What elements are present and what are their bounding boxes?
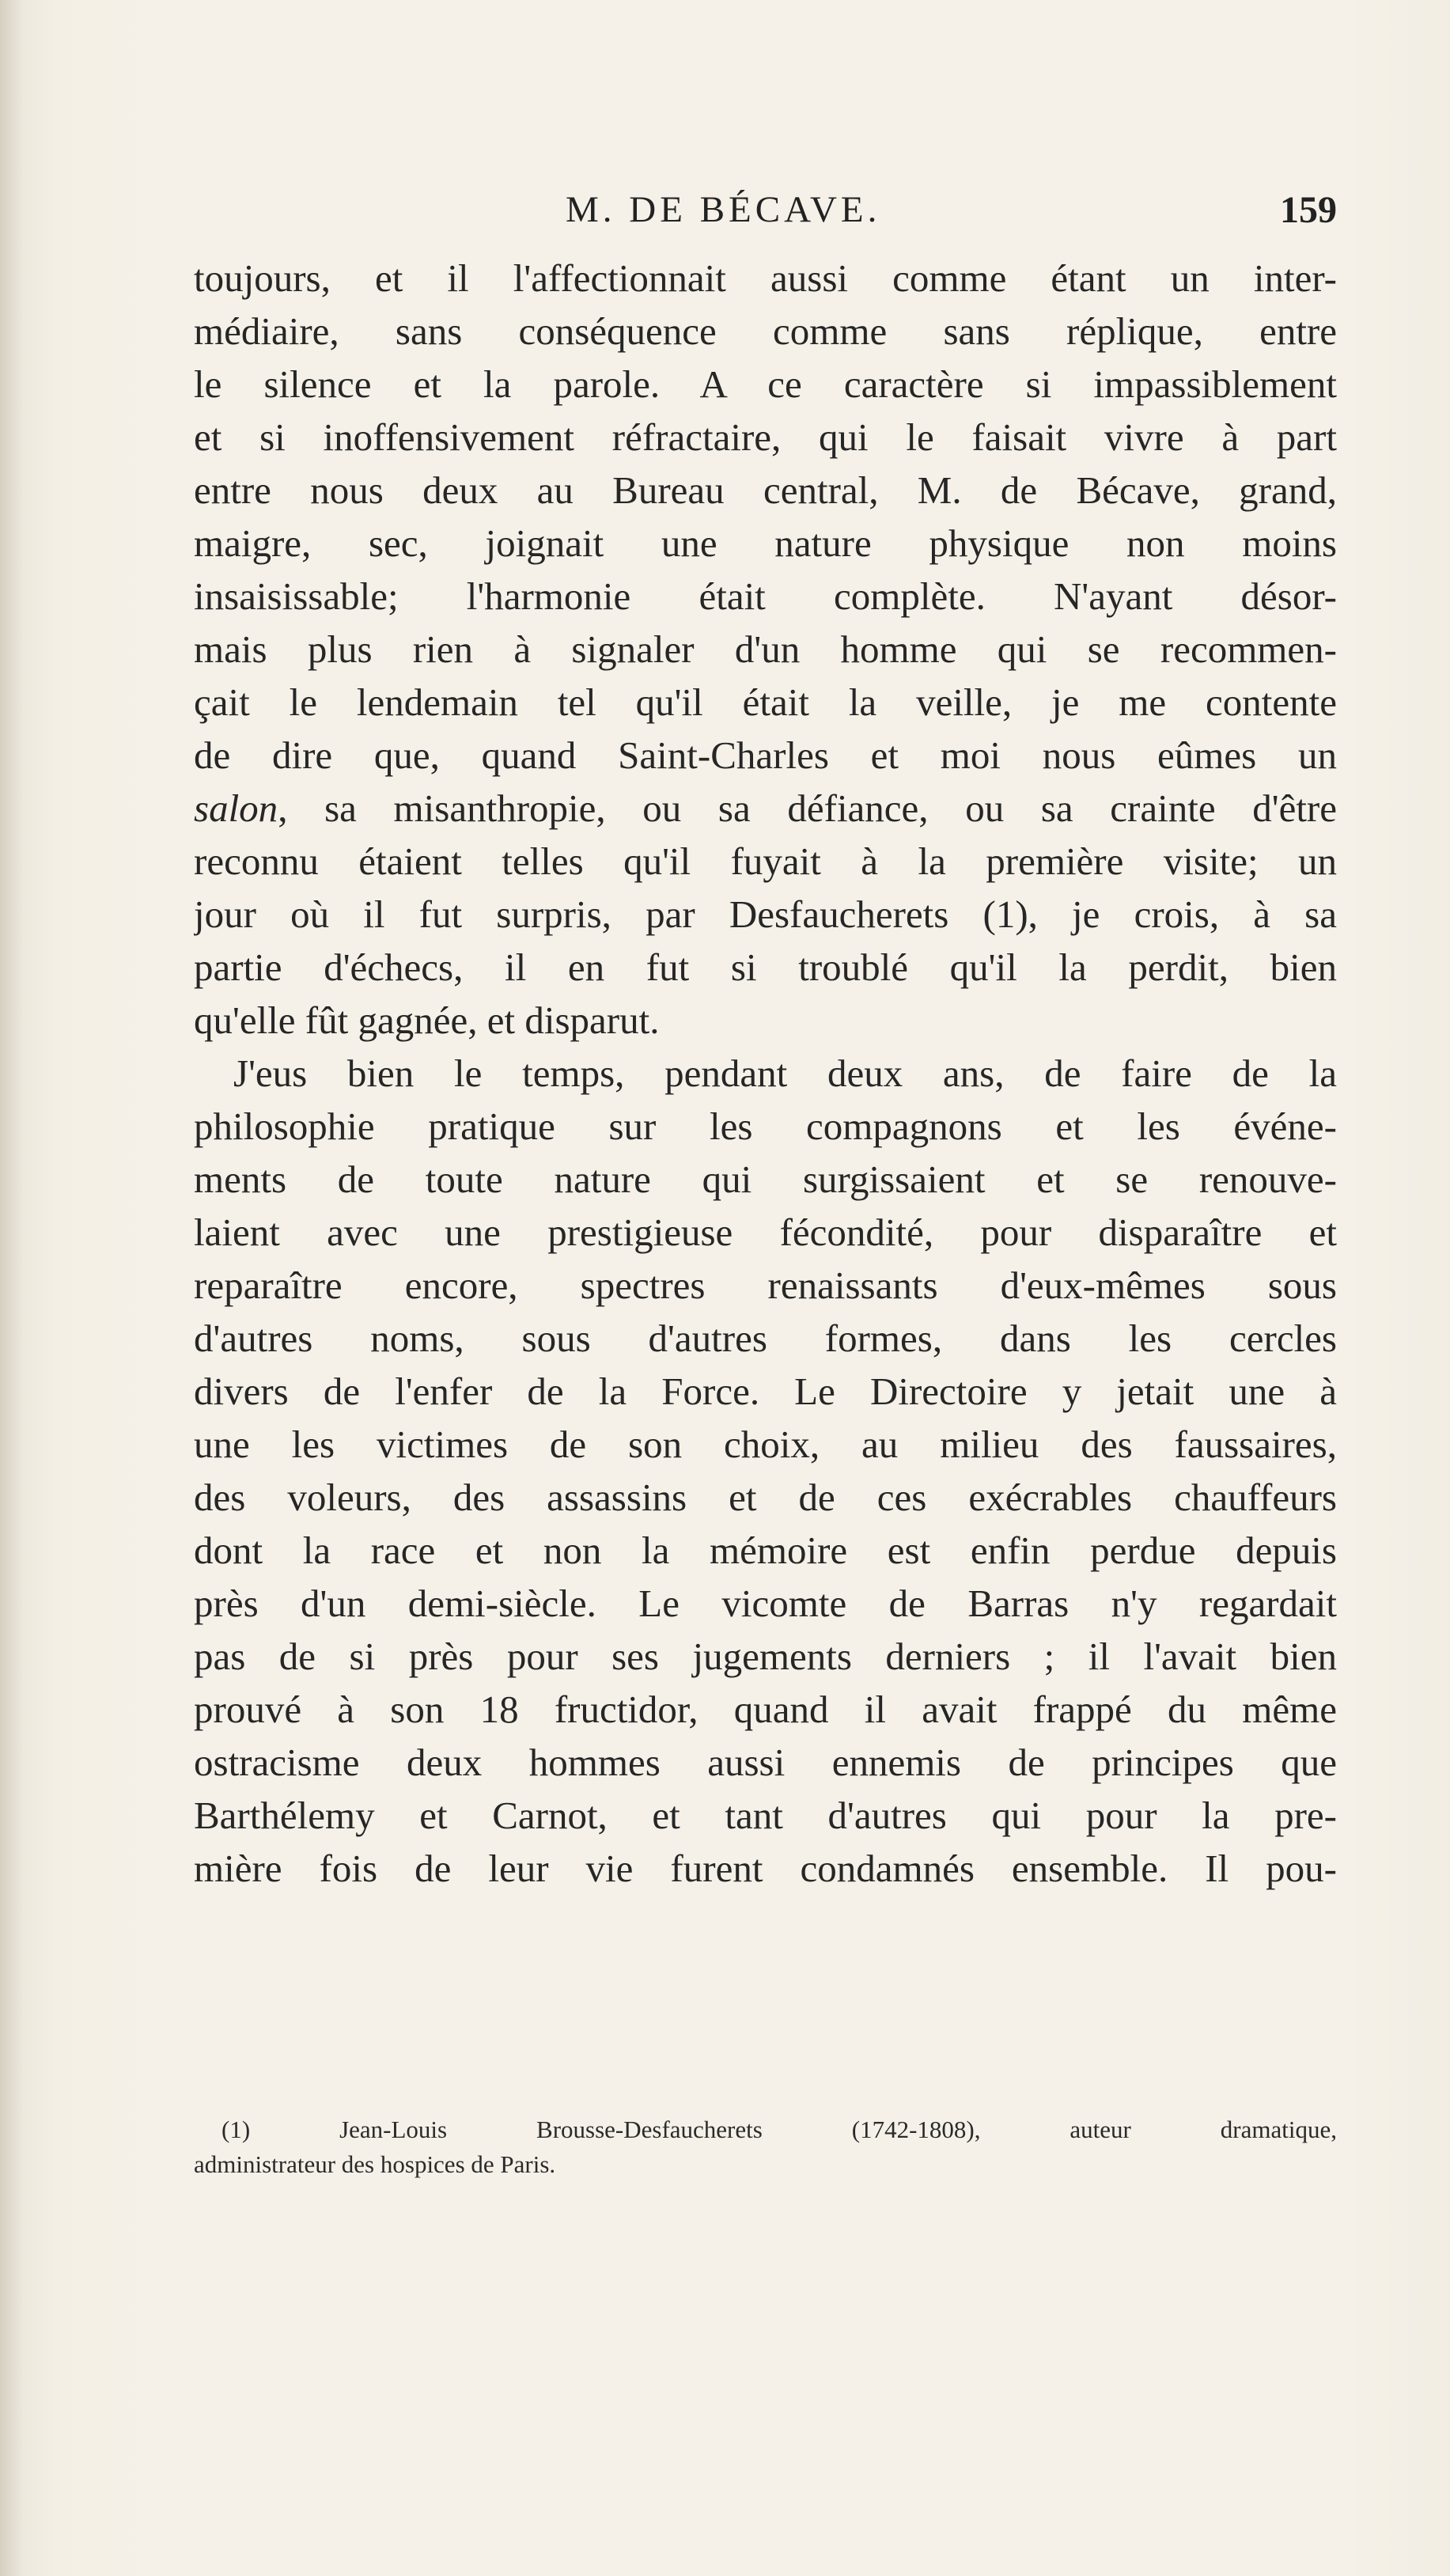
paragraph-start-line: J'eus bien le temps, pendant deux ans, de faire de la — [233, 1051, 1337, 1095]
text-line: mais plus rien à signaler d'un homme qui se recommen- — [194, 627, 1337, 671]
text-line: le silence et la parole. A ce caractère si impassiblement — [194, 362, 1337, 406]
text-line: ments de toute nature qui surgissaient et se renouve- — [194, 1157, 1337, 1201]
text-line: maigre, sec, joignait une nature physique non moins — [194, 521, 1337, 565]
footnote-line: (1) Jean-Louis Brousse-Desfaucherets (1742-1808), auteur dramatique, — [221, 2116, 1337, 2143]
text-line: des voleurs, des assassins et de ces exécrables chauffeurs — [194, 1476, 1337, 1519]
text-line: reparaître encore, spectres renaissants d'eux-mêmes sous — [194, 1263, 1337, 1307]
salon-line-rest: , sa misanthropie, ou sa défiance, ou sa crainte d'être — [278, 786, 1337, 830]
text-line: près d'un demi-siècle. Le vicomte de Barras n'y regardait — [194, 1582, 1337, 1625]
text-line: de dire que, quand Saint-Charles et moi nous eûmes un — [194, 733, 1337, 777]
text-line: prouvé à son 18 fructidor, quand il avait frappé du même — [194, 1688, 1337, 1731]
text-line: entre nous deux au Bureau central, M. de Bécave, grand, — [194, 468, 1337, 512]
text-line: pas de si près pour ses jugements derniers ; il l'avait bien — [194, 1635, 1337, 1678]
running-head: M. DE BÉCAVE. — [566, 189, 881, 230]
text-line: partie d'échecs, il en fut si troublé qu'il la perdit, bien — [194, 945, 1337, 989]
body-text — [194, 252, 1337, 1895]
text-line: laient avec une prestigieuse fécondité, pour disparaître et — [194, 1210, 1337, 1254]
text-line: ostracisme deux hommes aussi ennemis de principes que — [194, 1741, 1337, 1784]
text-line: Barthélemy et Carnot, et tant d'autres qui pour la pre- — [194, 1794, 1337, 1837]
text-line-salon — [194, 782, 1337, 835]
footnote — [194, 2112, 1337, 2182]
text-line: divers de l'enfer de la Force. Le Directoire y jetait une à — [194, 1369, 1337, 1413]
footnote-line: administrateur des hospices de Paris. — [194, 2150, 556, 2178]
text-line: et si inoffensivement réfractaire, qui le faisait vivre à part — [194, 415, 1337, 459]
text-line: insaisissable; l'harmonie était complète. N'ayant désor- — [194, 574, 1337, 618]
text-line: d'autres noms, sous d'autres formes, dans les cercles — [194, 1316, 1337, 1360]
text-line: qu'elle fût gagnée, et disparut. — [194, 998, 660, 1042]
text-line: mière fois de leur vie furent condamnés ensemble. Il pou- — [194, 1847, 1337, 1890]
text-line: reconnu étaient telles qu'il fuyait à la première visite; un — [194, 839, 1337, 883]
text-line: çait le lendemain tel qu'il était la veille, je me contente — [194, 680, 1337, 724]
text-line: philosophie pratique sur les compagnons et les événe- — [194, 1104, 1337, 1148]
text-line: dont la race et non la mémoire est enfin perdue depuis — [194, 1529, 1337, 1572]
text-line: médiaire, sans conséquence comme sans réplique, entre — [194, 309, 1337, 353]
italic-salon: salon — [194, 786, 278, 830]
text-line: toujours, et il l'affectionnait aussi comme étant un inter- — [194, 256, 1337, 300]
page-header — [194, 180, 1337, 244]
text-line: une les victimes de son choix, au milieu des faussaires, — [194, 1422, 1337, 1466]
text-line: jour où il fut surpris, par Desfaucherets (1), je crois, à sa — [194, 892, 1337, 936]
page-number: 159 — [1280, 189, 1337, 231]
page-gutter-shadow — [0, 0, 24, 2576]
